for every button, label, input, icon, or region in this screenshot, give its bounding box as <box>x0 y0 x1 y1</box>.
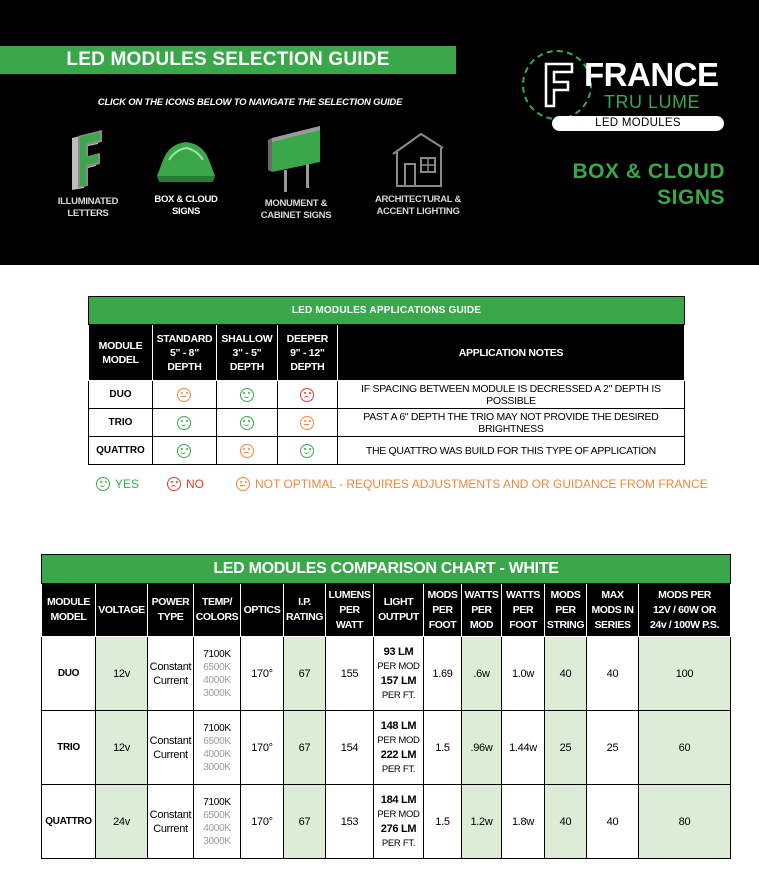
header <box>0 0 759 265</box>
nav-box-cloud-signs[interactable] <box>148 138 224 218</box>
nav-illuminated-letters[interactable] <box>52 128 124 220</box>
frown-face-icon <box>300 388 314 402</box>
logo-subbrand: TRU LUME <box>604 92 701 112</box>
row-model: TRIO <box>89 409 153 437</box>
table-row <box>89 381 685 409</box>
table-row <box>89 437 685 465</box>
france-trulume-logo <box>518 46 728 136</box>
nav-label-line1: ILLUMINATED <box>57 196 119 207</box>
col-deeper-depth: DEEPER 9" - 12" DEPTH <box>277 325 337 381</box>
smile-face-icon <box>177 416 191 430</box>
nav-architectural-accent[interactable] <box>368 128 468 218</box>
not-optimal-face-icon <box>236 477 250 491</box>
nav-label-line2: LETTERS <box>67 208 109 219</box>
smile-face-icon <box>96 477 110 491</box>
nav-monument-cabinet-signs[interactable] <box>258 124 334 222</box>
guide-banner: LED MODULES SELECTION GUIDE <box>0 46 456 74</box>
cabinet-sign-icon <box>264 124 328 194</box>
comparison-chart-table <box>41 554 731 859</box>
col-standard-depth: STANDARD 5" - 8" DEPTH <box>152 325 216 381</box>
table-row: QUATTRO 24v Constant Current 7100K 6500K 4000K 3000K 170° 67 153 184 LM PER MOD 276 LM PER FT. 1.5 1.2w 1.8w 40 40 80 <box>42 785 731 859</box>
nav-label-line1: MONUMENT & <box>264 198 328 209</box>
section-title-line2: SIGNS <box>657 186 725 209</box>
not-optimal-face-icon <box>240 444 254 458</box>
row-model: QUATTRO <box>89 437 153 465</box>
smile-face-icon <box>240 416 254 430</box>
logo-f-mark-icon <box>540 60 576 110</box>
legend-no <box>167 477 204 491</box>
nav-label-line2: CABINET SIGNS <box>260 210 332 221</box>
row-model: DUO <box>89 381 153 409</box>
nav-label-line2: ACCENT LIGHTING <box>376 206 460 217</box>
applications-guide-table <box>88 296 685 465</box>
row-notes: THE QUATTRO WAS BUILD FOR THIS TYPE OF APPLICATION <box>337 437 684 465</box>
nav-label-line1: BOX & CLOUD <box>154 194 218 205</box>
table-row: DUO 12v Constant Current 7100K 6500K 4000K 3000K 170° 67 155 93 LM PER MOD 157 LM PER FT. 1.69 .6w 1.0w 40 40 100 <box>42 637 731 711</box>
row-notes: PAST A 6" DEPTH THE TRIO MAY NOT PROVIDE THE DESIRED BRIGHTNESS <box>337 409 684 437</box>
table-row <box>89 409 685 437</box>
nav-label-line1: ARCHITECTURAL & <box>374 194 462 205</box>
illuminated-letter-icon <box>68 128 108 192</box>
table-row: TRIO 12v Constant Current 7100K 6500K 4000K 3000K 170° 67 154 148 LM PER MOD 222 LM PER FT. 1.5 .96w 1.44w 25 25 60 <box>42 711 731 785</box>
logo-brand: FRANCE <box>584 56 719 93</box>
cloud-sign-icon <box>153 138 219 190</box>
smile-face-icon <box>300 444 314 458</box>
section-title <box>573 159 726 211</box>
section-title-line1: BOX & CLOUD <box>572 160 725 183</box>
legend-yes <box>96 477 139 491</box>
not-optimal-face-icon <box>300 416 314 430</box>
house-outline-icon <box>387 128 449 190</box>
col-application-notes: APPLICATION NOTES <box>337 325 684 381</box>
not-optimal-face-icon <box>177 388 191 402</box>
comparison-title: LED MODULES COMPARISON CHART - WHITE <box>42 555 731 584</box>
instruction-text: CLICK ON THE ICONS BELOW TO NAVIGATE THE SELECTION GUIDE <box>97 97 403 108</box>
row-notes: IF SPACING BETWEEN MODULE IS DECRESSED A 2" DEPTH IS POSSIBLE <box>337 381 684 409</box>
frown-face-icon <box>167 477 181 491</box>
legend-no-label: NO <box>186 477 204 491</box>
logo-pill: LED MODULES <box>552 116 724 131</box>
col-module-model: MODULE MODEL <box>89 325 153 381</box>
smile-face-icon <box>177 444 191 458</box>
nav-label-line2: SIGNS <box>171 206 201 217</box>
col-shallow-depth: SHALLOW 3" - 5" DEPTH <box>216 325 277 381</box>
applications-title: LED MODULES APPLICATIONS GUIDE <box>89 297 685 325</box>
smile-face-icon <box>240 388 254 402</box>
legend-not-optimal <box>236 477 708 491</box>
legend-yes-label: YES <box>115 477 140 491</box>
comparison-header-row: MODULE MODEL VOLTAGE POWER TYPE TEMP/ COLORS OPTICS I.P. RATING LUMENS PER WATT LIGHT OUTPUT MODS PER FOOT WATTS PER MOD WATTS PER FOOT MODS PER STRING MAX MODS IN SERIES MODS PER 12V / 60W OR 24v / 100W P.S. <box>42 584 731 637</box>
legend-not-optimal-label: NOT OPTIMAL - REQUIRES ADJUSTMENTS AND OR GUIDANCE FROM FRANCE <box>255 477 708 491</box>
